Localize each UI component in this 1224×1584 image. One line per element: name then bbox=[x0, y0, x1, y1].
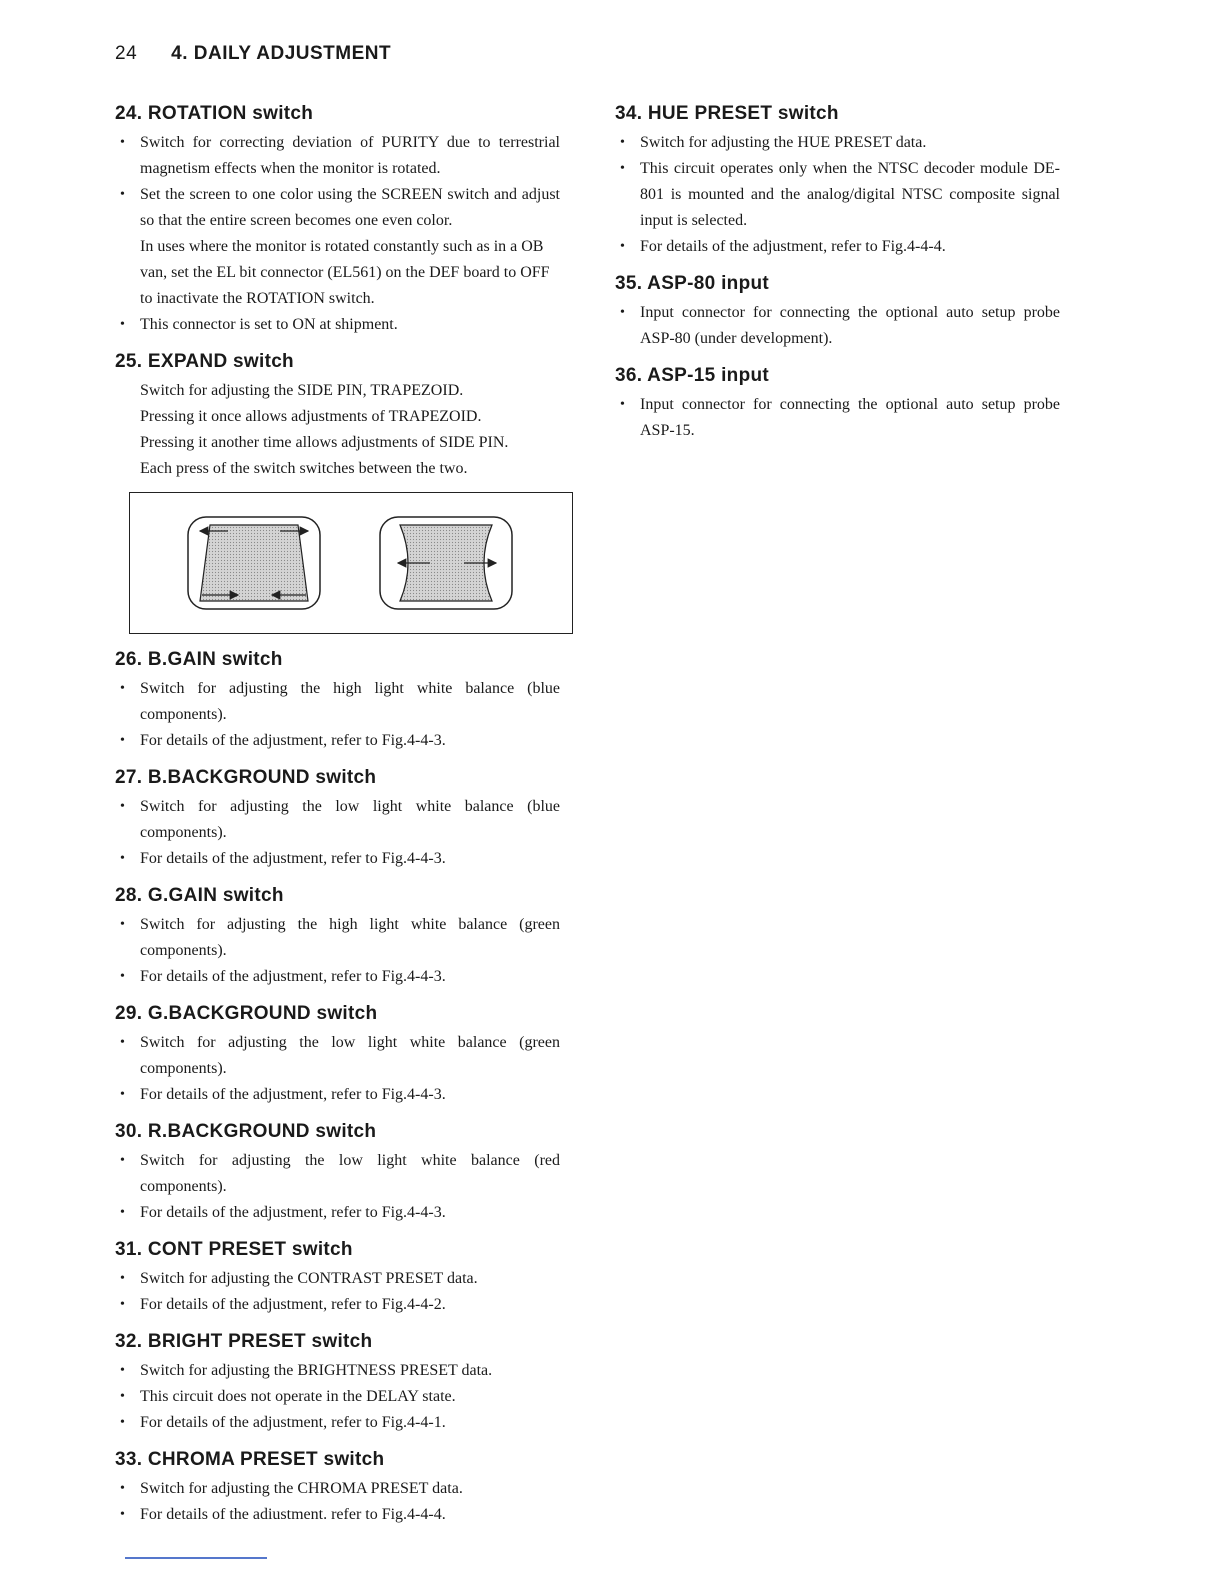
bullet-item: • Input connector for connecting the optional auto setup probe ASP-80 (under development). bbox=[615, 300, 1060, 352]
bullet-item: • Switch for adjusting the HUE PRESET data. bbox=[615, 130, 1060, 156]
bullet-item: • For details of the adjustment, refer to Fig.4-4-1. bbox=[115, 1410, 560, 1436]
section-title: 27. B.BACKGROUND switch bbox=[115, 767, 377, 788]
bullet-item: • For details of the adiustment. refer to Fig.4-4-4. bbox=[115, 1502, 560, 1528]
text-line: Pressing it once allows adjustments of TRAPEZOID. bbox=[140, 408, 482, 425]
left-column bbox=[115, 102, 560, 1540]
section-title: 32. BRIGHT PRESET switch bbox=[115, 1331, 373, 1352]
expand-figure bbox=[129, 492, 573, 634]
section-25-expand bbox=[115, 350, 560, 482]
bullet-item: • For details of the adjustment, refer to Fig.4-4-3. bbox=[115, 1200, 560, 1226]
bullet-item: • Switch for adjusting the CONTRAST PRESET data. bbox=[115, 1266, 560, 1292]
section-26-b-gain bbox=[115, 648, 560, 754]
section-30-r-background bbox=[115, 1120, 560, 1226]
bullet-item: • Switch for correcting deviation of PURITY due to terrestrial magnetism effects when the monitor is rotated. bbox=[115, 130, 560, 182]
trapezoid-screen-icon bbox=[188, 517, 320, 609]
page-header bbox=[115, 43, 391, 65]
bullet-item: • For details of the adjustment, refer to Fig.4-4-3. bbox=[115, 964, 560, 990]
section-title: 24. ROTATION switch bbox=[115, 103, 314, 124]
section-title: 29. G.BACKGROUND switch bbox=[115, 1003, 378, 1024]
bullet-item: • This circuit operates only when the NTSC decoder module DE-801 is mounted and the analog/digital NTSC composite signal input is selected. bbox=[615, 156, 1060, 234]
bullet-item: • This circuit does not operate in the DELAY state. bbox=[115, 1384, 560, 1410]
text-line: Each press of the switch switches between the two. bbox=[140, 460, 468, 477]
expand-diagram bbox=[130, 493, 572, 633]
bullet-item: • This connector is set to ON at shipment. bbox=[115, 312, 560, 338]
sidepin-screen-icon bbox=[380, 517, 512, 609]
bullet-item: • For details of the adjustment, refer to Fig.4-4-2. bbox=[115, 1292, 560, 1318]
right-column bbox=[615, 102, 1060, 456]
text-line: Switch for adjusting the SIDE PIN, TRAPEZOID. bbox=[140, 382, 464, 399]
bullet-item: • Switch for adjusting the low light white balance (blue components). bbox=[115, 794, 560, 846]
section-title: 25. EXPAND switch bbox=[115, 351, 294, 372]
section-title: 30. R.BACKGROUND switch bbox=[115, 1121, 377, 1142]
section-32-bright-preset bbox=[115, 1330, 560, 1436]
section-33-chroma-preset bbox=[115, 1448, 560, 1528]
section-title: 35. ASP-80 input bbox=[615, 273, 770, 294]
bullet-item: • Set the screen to one color using the SCREEN switch and adjust so that the entire screen becomes one even color. bbox=[115, 182, 560, 234]
section-24-rotation bbox=[115, 102, 560, 338]
bullet-item: • Switch for adjusting the high light white balance (green components). bbox=[115, 912, 560, 964]
section-title: 31. CONT PRESET switch bbox=[115, 1239, 353, 1260]
section-36-asp-15 bbox=[615, 364, 1060, 444]
section-34-hue-preset bbox=[615, 102, 1060, 260]
section-title: 36. ASP-15 input bbox=[615, 365, 770, 386]
bullet-item: • Switch for adjusting the low light white balance (red components). bbox=[115, 1148, 560, 1200]
bullet-item: • For details of the adjustment, refer to Fig.4-4-3. bbox=[115, 846, 560, 872]
footer-rule bbox=[125, 1557, 267, 1559]
text-line: Pressing it another time allows adjustments of SIDE PIN. bbox=[140, 434, 509, 451]
section-title: 26. B.GAIN switch bbox=[115, 649, 283, 670]
section-29-g-background bbox=[115, 1002, 560, 1108]
bullet-item: • Switch for adjusting the BRIGHTNESS PRESET data. bbox=[115, 1358, 560, 1384]
chapter-title: 4. DAILY ADJUSTMENT bbox=[171, 43, 392, 64]
bullet-item: • For details of the adjustment, refer to Fig.4-4-4. bbox=[615, 234, 1060, 260]
section-title: 33. CHROMA PRESET switch bbox=[115, 1449, 385, 1470]
page-number: 24 bbox=[115, 43, 138, 64]
bullet-item: • For details of the adjustment, refer to Fig.4-4-3. bbox=[115, 1082, 560, 1108]
bullet-item: • Switch for adjusting the high light white balance (blue components). bbox=[115, 676, 560, 728]
bullet-item: • Input connector for connecting the optional auto setup probe ASP-15. bbox=[615, 392, 1060, 444]
bullet-item: • For details of the adjustment, refer to Fig.4-4-3. bbox=[115, 728, 560, 754]
section-31-cont-preset bbox=[115, 1238, 560, 1318]
section-title: 28. G.GAIN switch bbox=[115, 885, 284, 906]
section-28-g-gain bbox=[115, 884, 560, 990]
bullet-item: • Switch for adjusting the low light white balance (green components). bbox=[115, 1030, 560, 1082]
section-27-b-background bbox=[115, 766, 560, 872]
section-title: 34. HUE PRESET switch bbox=[615, 103, 839, 124]
section-35-asp-80 bbox=[615, 272, 1060, 352]
bullet-item: • Switch for adjusting the CHROMA PRESET data. bbox=[115, 1476, 560, 1502]
note-paragraph: In uses where the monitor is rotated constantly such as in a OB van, set the EL bit connector (EL561) on the DEF board to OFF to inactivate the ROTATION switch. bbox=[140, 238, 550, 307]
